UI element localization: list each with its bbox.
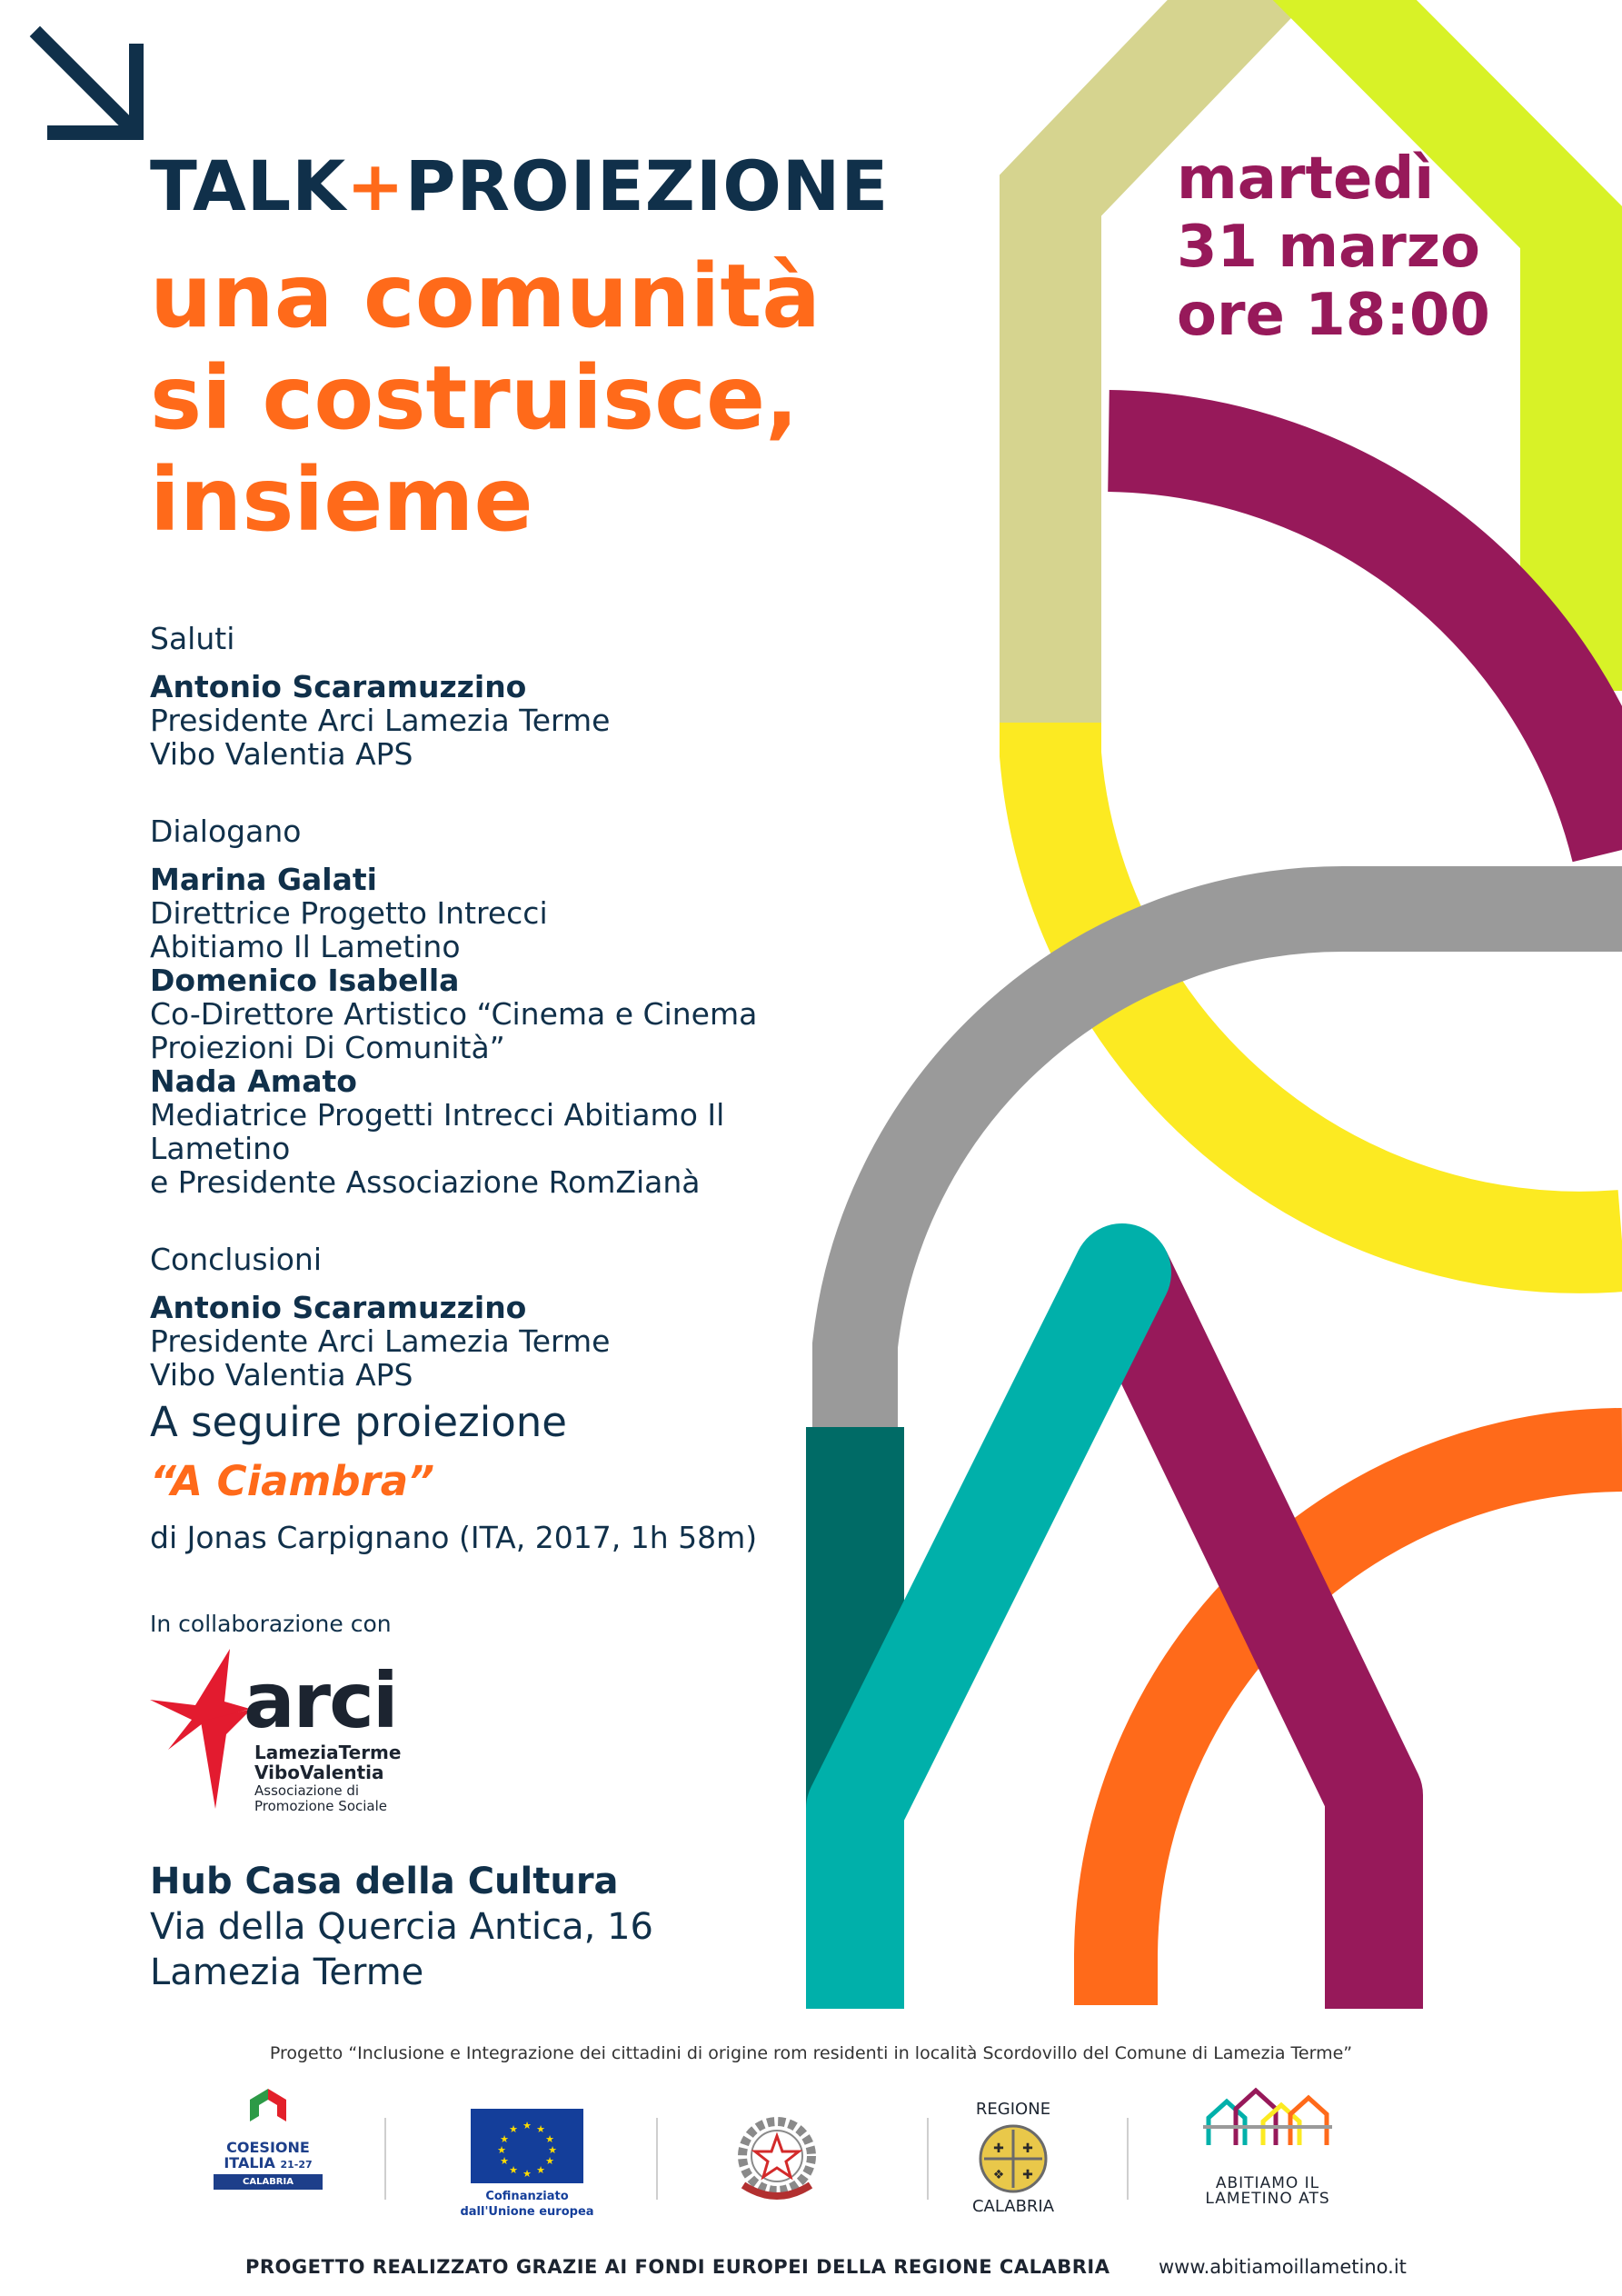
- coesione-name-2: [214, 2155, 323, 2172]
- speaker-name: Domenico Isabella: [150, 963, 460, 998]
- svg-text:✚: ✚: [1022, 2141, 1033, 2156]
- svg-text:★: ★: [500, 2155, 509, 2167]
- logo-divider: [656, 2118, 658, 2200]
- arci-city-2: ViboValentia: [254, 1762, 384, 1783]
- abitiamo-houses-icon: [1199, 2081, 1336, 2163]
- speaker-role: Proiezioni Di Comunità”: [150, 1030, 505, 1065]
- event-title-line: si costruisce,: [150, 347, 799, 449]
- dialogano-label: Dialogano: [150, 814, 302, 849]
- venue: [150, 1859, 653, 1995]
- logo-divider: [384, 2118, 386, 2200]
- regione-bottom-label: CALABRIA: [971, 2197, 1055, 2216]
- speaker-role: e Presidente Associazione RomZianà: [150, 1164, 701, 1200]
- eu-logo: [450, 2081, 604, 2220]
- speaker-name: Antonio Scaramuzzino: [150, 1290, 527, 1325]
- speaker-name: Marina Galati: [150, 862, 377, 897]
- kicker-plus: +: [346, 145, 405, 226]
- event-date: [1177, 145, 1490, 350]
- screening-heading: A seguire proiezione: [150, 1398, 567, 1446]
- coesione-years: 21-27: [280, 2159, 313, 2171]
- venue-name: Hub Casa della Cultura: [150, 1861, 619, 1902]
- speaker-role: Vibo Valentia APS: [150, 736, 413, 772]
- svg-text:★: ★: [497, 2144, 506, 2156]
- svg-text:★: ★: [509, 2164, 518, 2176]
- svg-text:★: ★: [509, 2123, 518, 2135]
- svg-text:★: ★: [536, 2123, 545, 2135]
- film-credit: di Jonas Carpignano (ITA, 2017, 1h 58m): [150, 1520, 758, 1555]
- arci-assoc-2: Promozione Sociale: [254, 1798, 388, 1814]
- funding-statement: PROGETTO REALIZZATO GRAZIE AI FONDI EUROPEI DELLA REGIONE CALABRIA: [245, 2256, 1110, 2278]
- speaker-role: Direttrice Progetto Intrecci: [150, 895, 548, 931]
- coesione-cube-icon: [214, 2081, 323, 2136]
- arci-assoc-1: Associazione di: [254, 1782, 360, 1799]
- event-title-line: una comunità: [150, 245, 821, 347]
- logo-divider: [927, 2118, 929, 2200]
- event-title-line: insieme: [150, 449, 533, 551]
- speaker-role: Vibo Valentia APS: [150, 1357, 413, 1393]
- event-kicker: [150, 145, 889, 226]
- svg-text:★: ★: [536, 2164, 545, 2176]
- italian-republic-emblem: [722, 2081, 831, 2209]
- regione-calabria-logo: [963, 2081, 1063, 2214]
- arci-logo-word: arci: [244, 1656, 397, 1745]
- eu-flag-icon: [471, 2109, 583, 2183]
- republic-emblem-icon: [727, 2109, 827, 2209]
- regione-top-label: REGIONE: [975, 2100, 1051, 2119]
- abitiamo-line-1: ABITIAMO IL: [1215, 2174, 1320, 2192]
- event-title: [150, 245, 821, 551]
- svg-text:★: ★: [545, 2155, 554, 2167]
- svg-text:★: ★: [545, 2133, 554, 2145]
- film-title: “A Ciambra”: [150, 1457, 435, 1505]
- svg-text:❖: ❖: [992, 2168, 1005, 2182]
- abitiamo-line-2: LAMETINO ATS: [1205, 2190, 1330, 2208]
- kicker-proiezione: PROIEZIONE: [404, 145, 890, 226]
- svg-text:✚: ✚: [993, 2141, 1004, 2156]
- project-note: Progetto “Inclusione e Integrazione dei cittadini di origine rom residenti in località Scordovillo del Comune di Lamezia Terme”: [269, 2043, 1353, 2063]
- speaker-name: Antonio Scaramuzzino: [150, 669, 527, 704]
- venue-city: Lamezia Terme: [150, 1952, 424, 1993]
- coesione-italia-logo: [214, 2081, 323, 2190]
- saluti-label: Saluti: [150, 621, 235, 656]
- venue-address: Via della Quercia Antica, 16: [150, 1906, 653, 1948]
- logo-divider: [1127, 2118, 1129, 2200]
- website-link[interactable]: www.abitiamoillametino.it: [1159, 2256, 1407, 2278]
- coesione-region: CALABRIA: [214, 2174, 323, 2190]
- abitiamo-logo: [1190, 2081, 1345, 2207]
- kicker-talk: TALK: [150, 145, 347, 226]
- arci-logo-subtitle: [254, 1742, 401, 1782]
- conclusioni-label: Conclusioni: [150, 1242, 323, 1277]
- eu-caption-2: dall'Unione europea: [460, 2205, 594, 2219]
- event-time: ore 18:00: [1177, 282, 1490, 349]
- speaker-role: Mediatrice Progetti Intrecci Abitiamo Il Lametino: [150, 1097, 725, 1166]
- collaboration-label: In collaborazione con: [150, 1611, 392, 1637]
- svg-text:★: ★: [522, 2168, 532, 2180]
- eu-caption-1: Cofinanziato: [485, 2190, 569, 2203]
- khaki-roof-band: [1050, 0, 1290, 723]
- speaker-role: Presidente Arci Lamezia Terme: [150, 1323, 611, 1359]
- calabria-crest-icon: [977, 2122, 1050, 2199]
- event-date-day: 31 marzo: [1177, 214, 1480, 281]
- partner-logos: [0, 2081, 1622, 2245]
- speaker-role: Presidente Arci Lamezia Terme: [150, 703, 611, 738]
- event-day: martedì: [1177, 145, 1435, 213]
- program: [150, 622, 841, 1392]
- speaker-name: Nada Amato: [150, 1063, 357, 1099]
- svg-text:★: ★: [548, 2144, 557, 2156]
- svg-text:★: ★: [522, 2120, 532, 2131]
- arci-city-1: LameziaTerme: [254, 1742, 402, 1763]
- svg-text:✚: ✚: [1022, 2168, 1033, 2182]
- speaker-role: Co-Direttore Artistico “Cinema e Cinema: [150, 996, 758, 1032]
- coesione-name-1: COESIONE: [226, 2139, 310, 2156]
- coesione-italia: ITALIA: [224, 2154, 275, 2171]
- arci-logo-association: [254, 1783, 387, 1814]
- speaker-role: Abitiamo Il Lametino: [150, 929, 461, 964]
- svg-text:★: ★: [500, 2133, 509, 2145]
- arrow-down-right-icon: [29, 25, 145, 142]
